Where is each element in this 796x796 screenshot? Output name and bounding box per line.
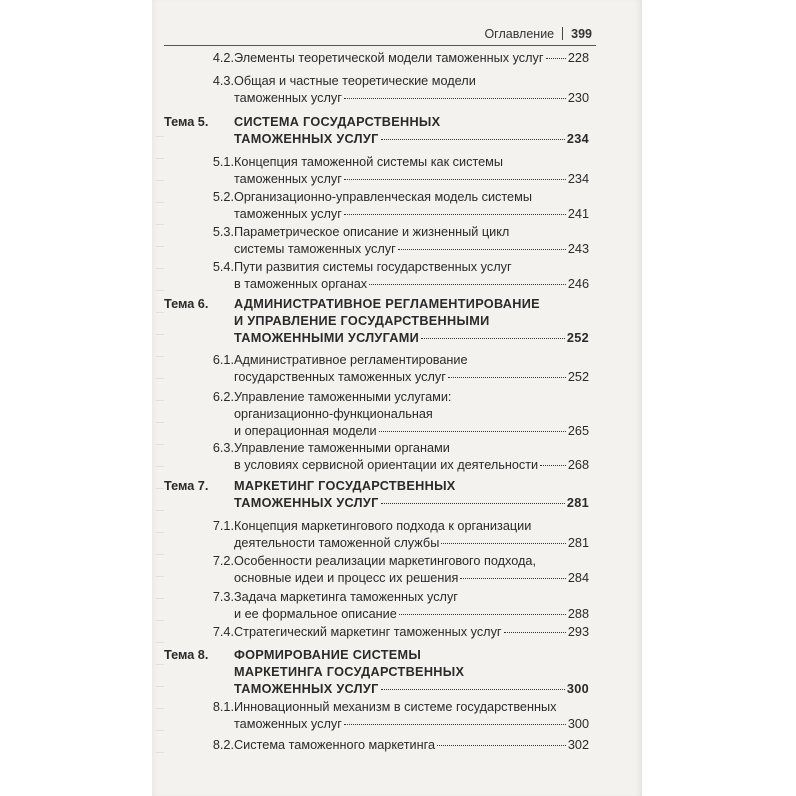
toc-entry-number: Тема 5. <box>164 115 209 129</box>
toc-title-last-line <box>234 495 589 512</box>
dot-leader <box>344 214 566 215</box>
toc-entry-title <box>234 699 589 733</box>
toc-entry-title <box>234 352 589 386</box>
toc-title-line: Система таможенного маркетинга <box>234 738 435 752</box>
toc-entry-page: 243 <box>567 242 589 256</box>
toc-title-line: и ее формальное описание <box>234 607 397 621</box>
dot-leader <box>398 249 566 250</box>
dot-leader <box>421 338 565 339</box>
toc-entry-title <box>234 737 589 754</box>
toc-entry-title <box>234 296 589 347</box>
toc-entry-title <box>234 624 589 641</box>
toc-title-line: Управление таможенными органами <box>234 441 450 455</box>
dot-leader <box>381 503 565 504</box>
toc-title-last-line <box>234 535 589 552</box>
toc-entry-number: 7.1. <box>212 519 234 533</box>
toc-entry-page: 246 <box>567 277 589 291</box>
toc-title-last-line <box>234 716 589 733</box>
toc-title-last-line <box>234 681 589 698</box>
dot-leader <box>399 614 566 615</box>
toc-title-line: ТАМОЖЕННЫМИ УСЛУГАМИ <box>234 331 420 345</box>
toc-entry-title <box>234 647 589 698</box>
dot-leader <box>448 377 566 378</box>
toc-title-line: государственных таможенных услуг <box>234 370 446 384</box>
dot-leader <box>344 724 566 725</box>
header-page-number: 399 <box>571 27 592 41</box>
toc-title-line: системы таможенных услуг <box>234 242 396 256</box>
toc-title-line: Элементы теоретической модели таможенных услуг <box>234 51 544 65</box>
toc-entry-title <box>234 189 589 223</box>
toc-title-last-line <box>234 330 589 347</box>
toc-entry-title <box>234 518 589 552</box>
toc-entry-page: 268 <box>567 458 589 472</box>
toc-entry-page: 281 <box>566 496 589 510</box>
toc-title-last-line <box>234 90 589 107</box>
toc-entry-number: 4.2. <box>212 51 234 65</box>
toc-title-line: Инновационный механизм в системе государственных <box>234 700 557 714</box>
toc-title-last-line <box>234 423 589 440</box>
toc-title-last-line <box>234 457 589 474</box>
toc-title-line: ФОРМИРОВАНИЕ СИСТЕМЫ <box>234 648 422 662</box>
toc-title-line: Параметрическое описание и жизненный цикл <box>234 225 510 239</box>
toc-entry-page: 265 <box>567 424 589 438</box>
toc-entry-number: 6.3. <box>212 441 234 455</box>
toc-entry-page: 234 <box>567 172 589 186</box>
toc-title-line: МАРКЕТИНГ ГОСУДАРСТВЕННЫХ <box>234 479 456 493</box>
toc-title-line: деятельности таможенной службы <box>234 536 440 550</box>
toc-entry-number: Тема 6. <box>164 297 209 311</box>
toc-title-line: в таможенных органах <box>234 277 368 291</box>
toc-title-last-line <box>234 737 589 754</box>
toc-entry-page: 281 <box>567 536 589 550</box>
toc-entry-number: 5.4. <box>212 260 234 274</box>
dot-leader <box>369 284 566 285</box>
toc-title-line: Управление таможенными услугами: <box>234 390 452 404</box>
toc-title-line: Особенности реализации маркетингового подхода, <box>234 554 536 568</box>
dot-leader <box>437 745 566 746</box>
toc-entry-page: 302 <box>567 738 589 752</box>
toc-entry-number: 5.3. <box>212 225 234 239</box>
toc-title-last-line <box>234 171 589 188</box>
toc-entry-title <box>234 389 589 440</box>
toc-entry-number: 8.1. <box>212 700 234 714</box>
toc-entry-title <box>234 224 589 258</box>
dot-leader <box>344 98 566 99</box>
toc-title-line: ТАМОЖЕННЫХ УСЛУГ <box>234 496 379 510</box>
dot-leader <box>540 465 566 466</box>
toc-entry-title <box>234 50 589 67</box>
toc-title-line: ТАМОЖЕННЫХ УСЛУГ <box>234 132 379 146</box>
toc-entry-page: 300 <box>567 717 589 731</box>
toc-entry-number: 7.3. <box>212 590 234 604</box>
toc-title-line: Организационно-управленческая модель системы <box>234 190 532 204</box>
toc-entry-title <box>234 73 589 107</box>
header-separator <box>562 27 563 40</box>
toc-title-last-line <box>234 606 589 623</box>
toc-title-last-line <box>234 206 589 223</box>
toc-entry-page: 228 <box>567 51 589 65</box>
toc-entry-title <box>234 259 589 293</box>
dot-leader <box>381 689 565 690</box>
toc-entry-title <box>234 114 589 148</box>
toc-entry-number: 7.2. <box>212 554 234 568</box>
toc-title-line: Концепция таможенной системы как системы <box>234 155 504 169</box>
dot-leader <box>546 58 566 59</box>
toc-entry-title <box>234 478 589 512</box>
dot-leader <box>379 431 566 432</box>
toc-entry-page: 300 <box>566 682 589 696</box>
toc-entry-number: Тема 7. <box>164 479 209 493</box>
dot-leader <box>504 632 566 633</box>
toc-title-last-line <box>234 131 589 148</box>
toc-title-last-line <box>234 276 589 293</box>
toc-entry-page: 252 <box>567 370 589 384</box>
toc-title-line: организационно-функциональная <box>234 407 433 421</box>
toc-entry-page: 234 <box>566 132 589 146</box>
toc-entry-page: 288 <box>567 607 589 621</box>
book-page <box>152 0 642 796</box>
toc-title-last-line <box>234 369 589 386</box>
header-rule <box>164 45 596 46</box>
toc-title-line: таможенных услуг <box>234 717 342 731</box>
toc-entry-title <box>234 440 589 474</box>
toc-title-last-line <box>234 241 589 258</box>
header-section-title: Оглавление <box>484 27 555 41</box>
toc-title-line: Административное регламентирование <box>234 353 468 367</box>
toc-title-last-line <box>234 624 589 641</box>
toc-title-line: АДМИНИСТРАТИВНОЕ РЕГЛАМЕНТИРОВАНИЕ <box>234 297 540 311</box>
toc-title-line: Пути развития системы государственных услуг <box>234 260 512 274</box>
toc-title-line: Общая и частные теоретические модели <box>234 74 476 88</box>
toc-entry-number: 5.2. <box>212 190 234 204</box>
toc-title-line: в условиях сервисной ориентации их деятельности <box>234 458 539 472</box>
running-header <box>152 27 592 41</box>
toc-entry-number: 6.1. <box>212 353 234 367</box>
toc-title-line: И УПРАВЛЕНИЕ ГОСУДАРСТВЕННЫМИ <box>234 314 490 328</box>
toc-entry-title <box>234 154 589 188</box>
toc-title-line: Стратегический маркетинг таможенных услуг <box>234 625 502 639</box>
dot-leader <box>381 139 565 140</box>
toc-title-line: таможенных услуг <box>234 207 342 221</box>
toc-title-line: таможенных услуг <box>234 172 342 186</box>
toc-entry-title <box>234 589 589 623</box>
toc-entry-page: 293 <box>567 625 589 639</box>
toc-title-line: Задача маркетинга таможенных услуг <box>234 590 458 604</box>
toc-title-line: Концепция маркетингового подхода к организации <box>234 519 532 533</box>
dot-leader <box>344 179 566 180</box>
dot-leader <box>460 578 566 579</box>
toc-entry-title <box>234 553 589 587</box>
toc-entry-number: 4.3. <box>212 74 234 88</box>
toc-title-last-line <box>234 50 589 67</box>
dot-leader <box>441 543 566 544</box>
toc-entry-number: 5.1. <box>212 155 234 169</box>
toc-entry-page: 230 <box>567 91 589 105</box>
toc-entry-page: 252 <box>566 331 589 345</box>
toc-entry-number: 6.2. <box>212 390 234 404</box>
toc-title-line: МАРКЕТИНГА ГОСУДАРСТВЕННЫХ <box>234 665 465 679</box>
toc-title-line: ТАМОЖЕННЫХ УСЛУГ <box>234 682 379 696</box>
toc-entry-number: 7.4. <box>212 625 234 639</box>
toc-title-line: основные идеи и процесс их решения <box>234 571 459 585</box>
toc-entry-page: 241 <box>567 207 589 221</box>
toc-title-line: и операционная модели <box>234 424 377 438</box>
toc-title-line: СИСТЕМА ГОСУДАРСТВЕННЫХ <box>234 115 441 129</box>
bleed-through-shadow <box>156 136 164 756</box>
toc-entry-page: 284 <box>567 571 589 585</box>
toc-title-last-line <box>234 570 589 587</box>
toc-entry-number: Тема 8. <box>164 648 209 662</box>
toc-entry-number: 8.2. <box>212 738 234 752</box>
toc-title-line: таможенных услуг <box>234 91 342 105</box>
